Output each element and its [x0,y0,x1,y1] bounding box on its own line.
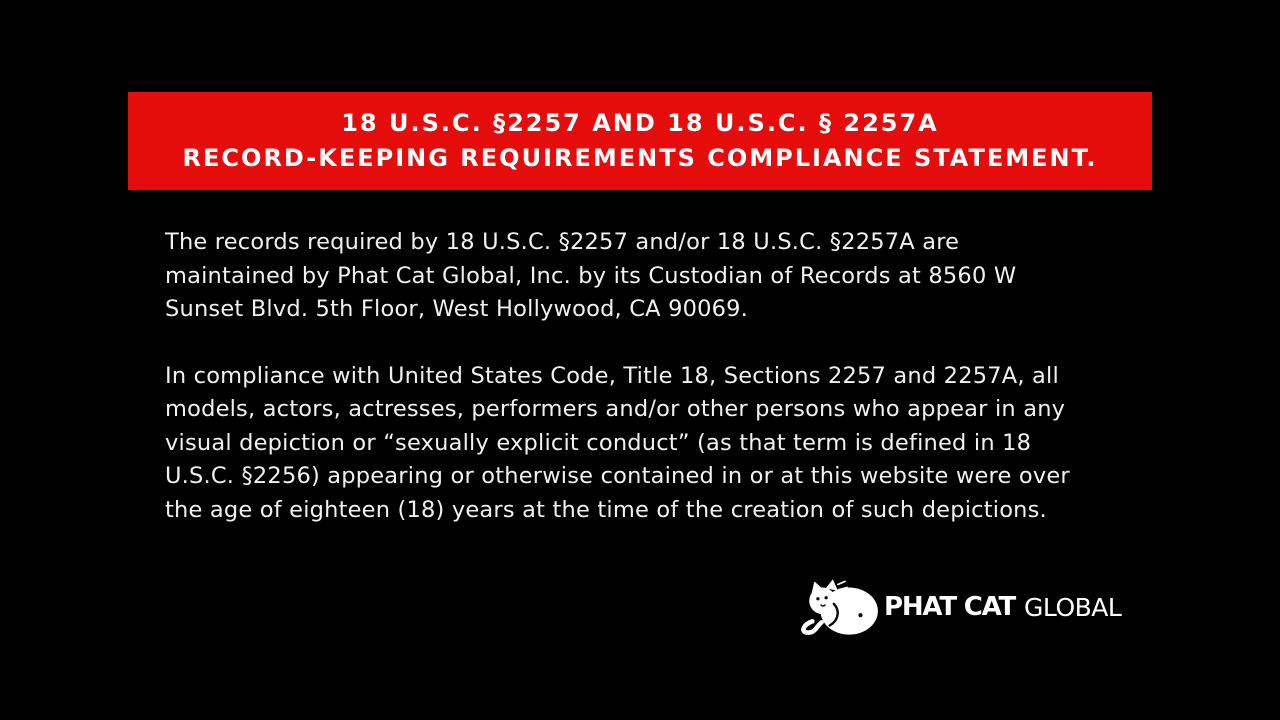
text-line: U.S.C. §2256) appearing or otherwise contained in or at this website were over [165,463,1070,489]
text-line: In compliance with United States Code, Title 18, Sections 2257 and 2257A, all [165,362,1059,389]
text-line: The records required by 18 U.S.C. §2257 and/or 18 U.S.C. §2257A are [165,229,960,255]
banner-title-line-1: 18 U.S.C. §2257 AND 18 U.S.C. § 2257A [341,109,939,137]
logo-wordmark-bold: PHAT CAT [884,592,1016,622]
text-line: the age of eighteen (18) years at the time of the creation of such depictions. [165,496,1047,523]
banner-title-line-2: RECORD-KEEPING REQUIREMENTS COMPLIANCE STATEMENT. [182,144,1098,172]
text-line: visual depiction or “sexually explicit conduct” (as that term is defined in 18 [165,429,1032,456]
logo-wordmark-light: GLOBAL [1024,592,1122,622]
statement-body [165,226,1140,560]
compliance-paragraph [165,360,1140,528]
fat-cat-icon [800,578,882,636]
text-line: Sunset Blvd. 5th Floor, West Hollywood, CA 90069. [165,296,749,322]
title-banner [128,92,1152,190]
text-line: models, actors, actresses, performers and/or other persons who appear in any [165,396,1066,422]
records-custodian-paragraph [165,226,1140,327]
text-line: maintained by Phat Cat Global, Inc. by its Custodian of Records at 8560 W [165,262,1017,289]
phat-cat-global-logo [800,578,1121,636]
